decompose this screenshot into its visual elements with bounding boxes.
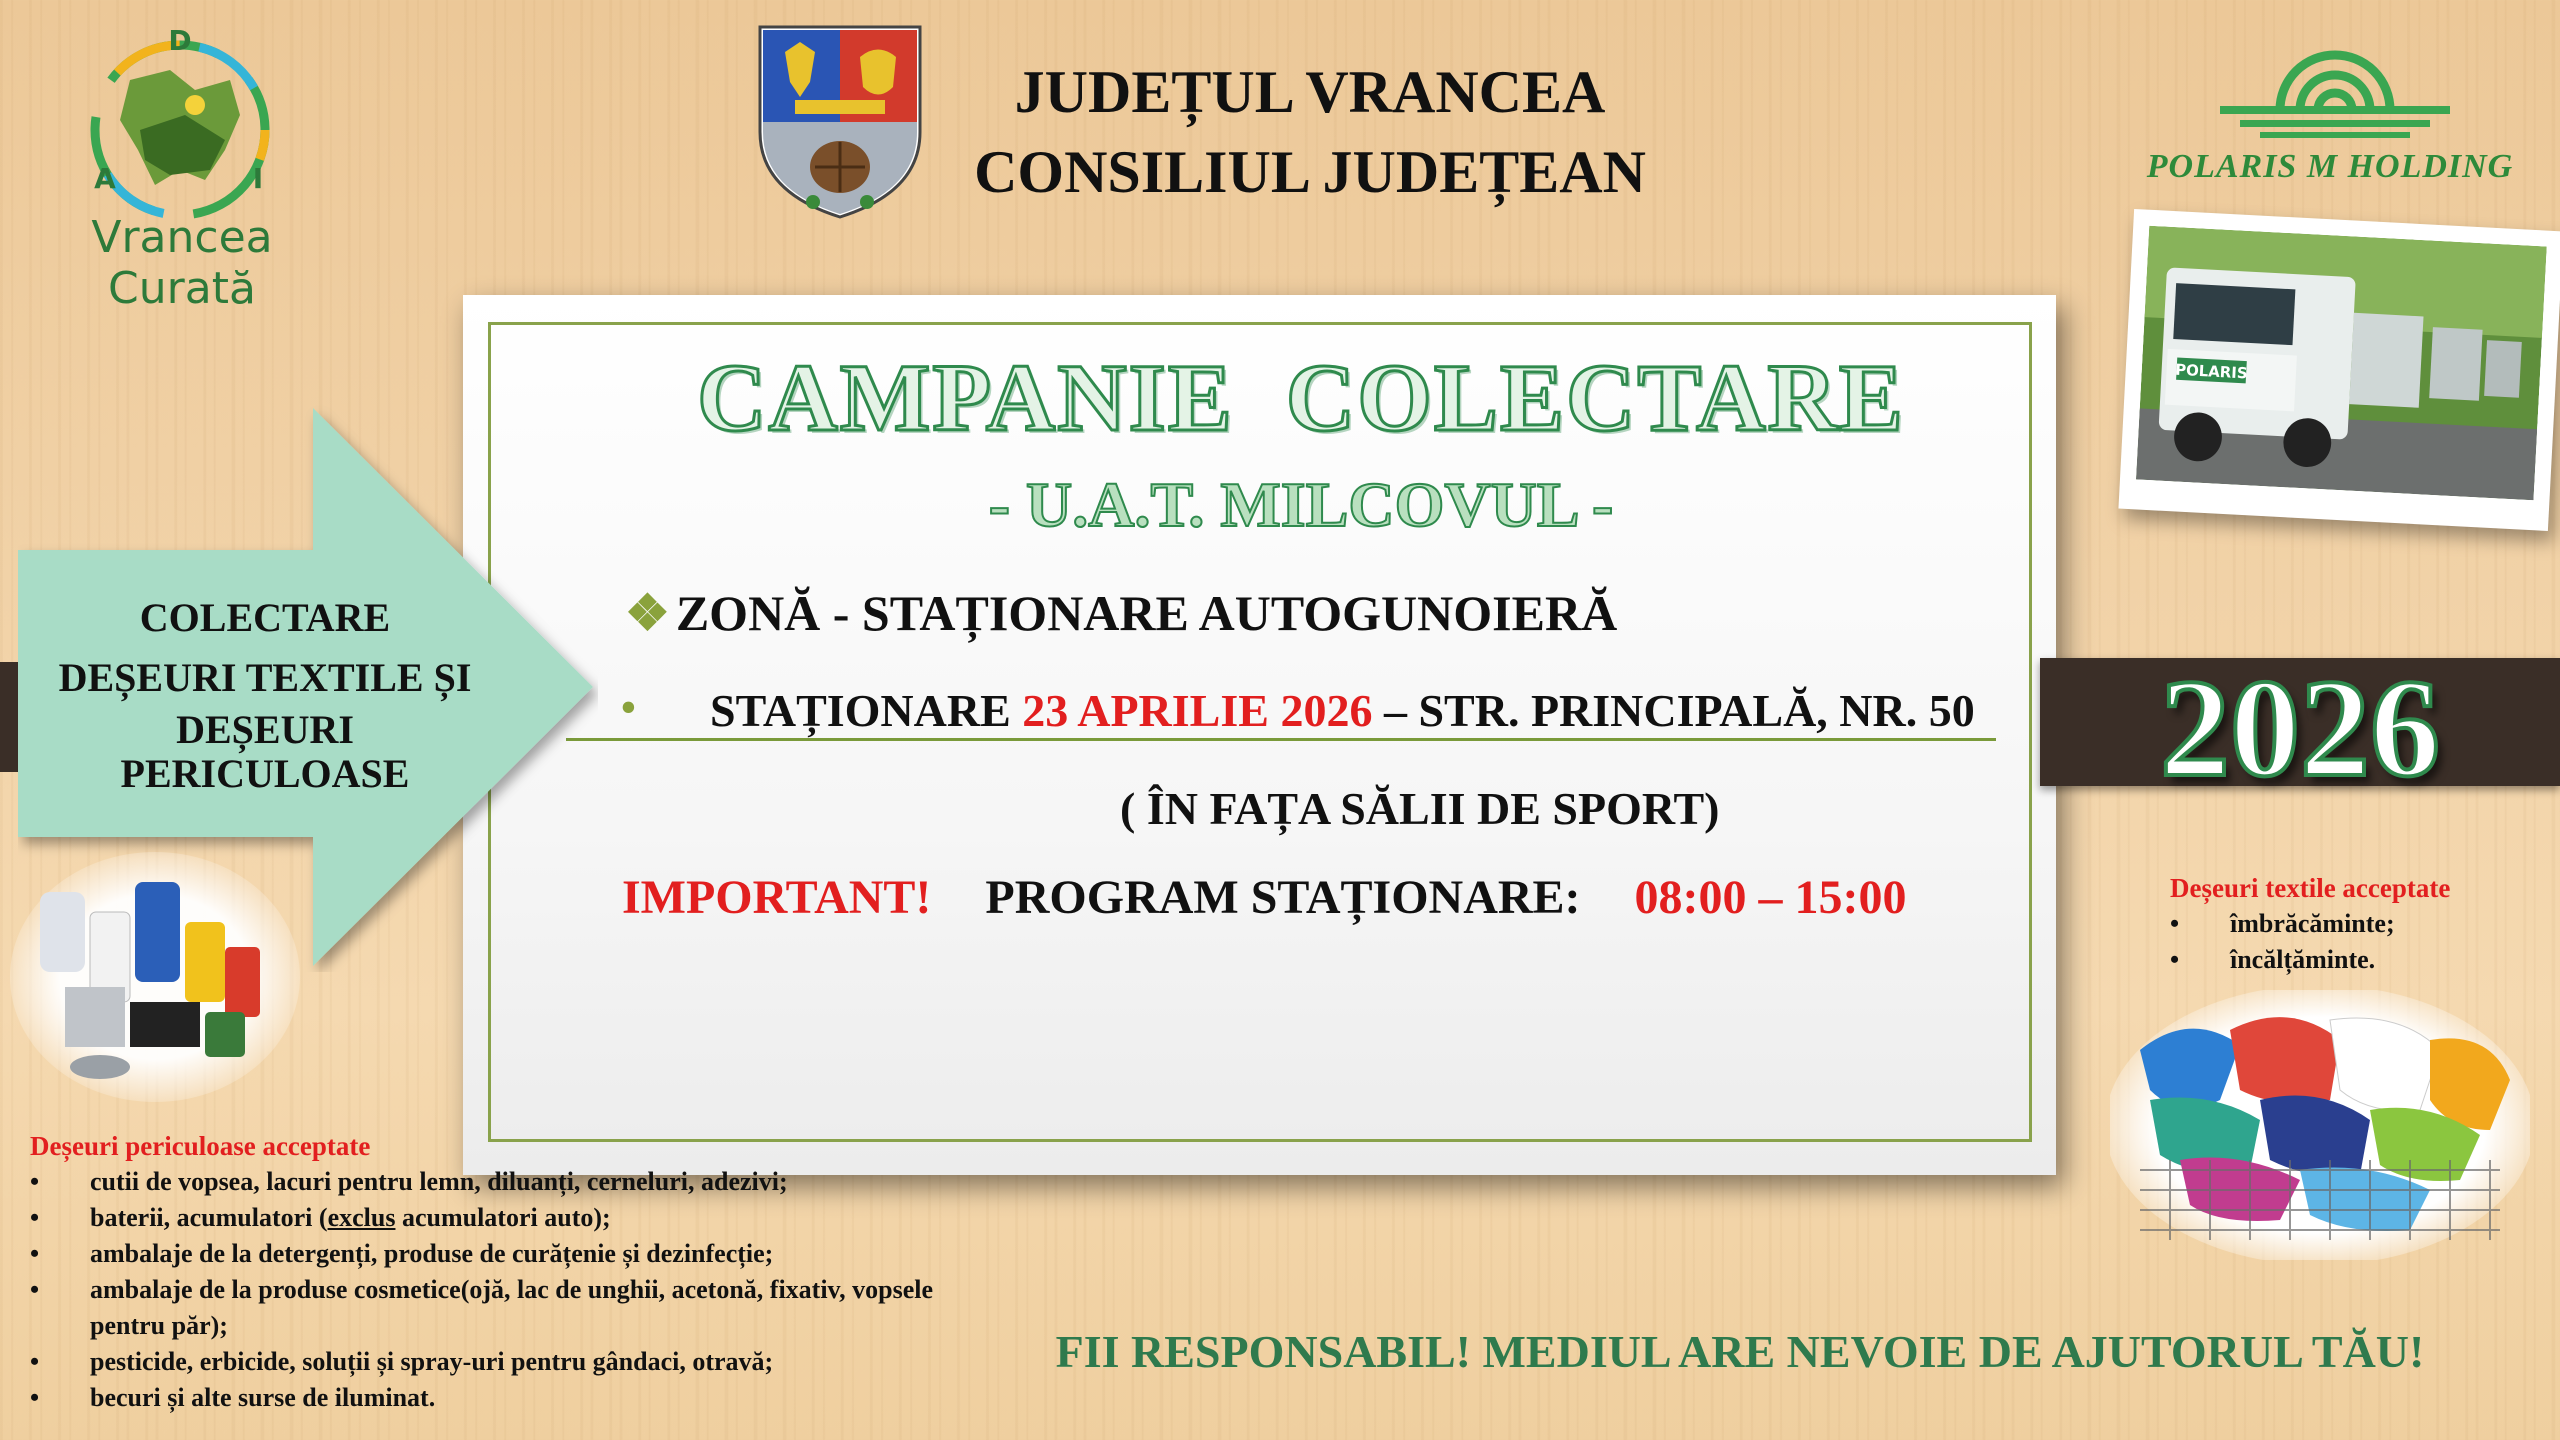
hazardous-list-title: Deșeuri periculoase acceptate — [30, 1131, 371, 1161]
arrow-line-1: COLECTARE — [139, 595, 391, 640]
campaign-title: CAMPANIE COLECTARE — [697, 344, 1905, 451]
arrow-line-2: DEȘEURI TEXTILE ȘI — [58, 655, 472, 700]
hazardous-item: • ambalaje de la produse cosmetice(ojă, lac de unghii, acetonă, fixativ, vopsele pentru păr); — [30, 1272, 970, 1344]
vrancea-letter-a: A — [94, 162, 116, 195]
vrancea-letter-d: D — [168, 24, 192, 57]
zone-text: ZONĂ - STAȚIONARE AUTOGUNOIERĂ — [675, 585, 1618, 641]
station-date: 23 APRILIE 2026 — [1022, 685, 1373, 736]
program-hours: 08:00 – 15:00 — [1634, 871, 1907, 924]
polaris-logo-icon — [2210, 10, 2460, 140]
polaris-company-name: POLARIS M HOLDING — [2146, 148, 2514, 185]
hazardous-waste-list — [30, 1128, 970, 1416]
header-line-county: JUDEȚUL VRANCEA — [1014, 59, 1606, 125]
hazardous-item: • cutii de vopsea, lacuri pentru lemn, diluanți, cerneluri, adezivi; — [30, 1164, 970, 1200]
program-line — [622, 870, 1907, 925]
hazardous-item: • pesticide, erbicide, soluții și spray-uri pentru gândaci, otravă; — [30, 1344, 970, 1380]
station-line — [710, 684, 1975, 737]
footer-slogan: FII RESPONSABIL! MEDIUL ARE NEVOIE DE AJUTORUL TĂU! — [1055, 1326, 2425, 1377]
station-address: – STR. PRINCIPALĂ, NR. 50 — [1372, 685, 1975, 736]
station-prefix: STAȚIONARE — [710, 685, 1023, 736]
header-line-council: CONSILIUL JUDEȚEAN — [974, 139, 1646, 205]
textile-waste-list — [2170, 870, 2550, 978]
garbage-truck-icon — [2136, 226, 2547, 500]
arrow-line-4: PERICULOASE — [120, 751, 410, 796]
diamond-bullet-icon: ❖ — [625, 585, 670, 641]
textile-item: • încălțăminte. — [2170, 942, 2550, 978]
battery-text-after: acumulatori auto); — [395, 1203, 611, 1232]
important-label: IMPORTANT! — [622, 871, 932, 924]
hazardous-products-image — [10, 852, 300, 1102]
bullet-icon: • — [620, 681, 637, 734]
battery-text-before: baterii, acumulatori ( — [90, 1203, 328, 1232]
hazardous-item: • becuri și alte surse de iluminat. — [30, 1380, 970, 1416]
program-label: PROGRAM STAȚIONARE: — [985, 871, 1581, 924]
battery-text-exclus: exclus — [327, 1203, 396, 1232]
divider-line — [566, 738, 1996, 741]
campaign-subtitle: - U.A.T. MILCOVUL - — [988, 469, 1614, 540]
vrancea-curata-text: Vrancea Curată — [91, 212, 273, 314]
year-label: 2026 — [2160, 651, 2440, 806]
location-note: ( ÎN FAȚA SĂLII DE SPORT) — [1120, 783, 1720, 834]
truck-polaris-label: POLARIS — [2174, 360, 2249, 383]
textile-list-title: Deșeuri textile acceptate — [2170, 873, 2451, 903]
hazardous-item-batteries — [30, 1200, 970, 1236]
clothes-pile-image — [2110, 990, 2530, 1260]
zone-line — [625, 584, 1617, 642]
truck-photo — [2118, 209, 2560, 531]
arrow-line-3: DEȘEURI — [176, 707, 354, 752]
arrow-text — [30, 588, 500, 796]
hazardous-item: • ambalaje de la detergenți, produse de curățenie și dezinfecție; — [30, 1236, 970, 1272]
header-title — [860, 52, 1760, 212]
vrancea-letter-i: I — [252, 162, 264, 195]
textile-item: • îmbrăcăminte; — [2170, 906, 2550, 942]
